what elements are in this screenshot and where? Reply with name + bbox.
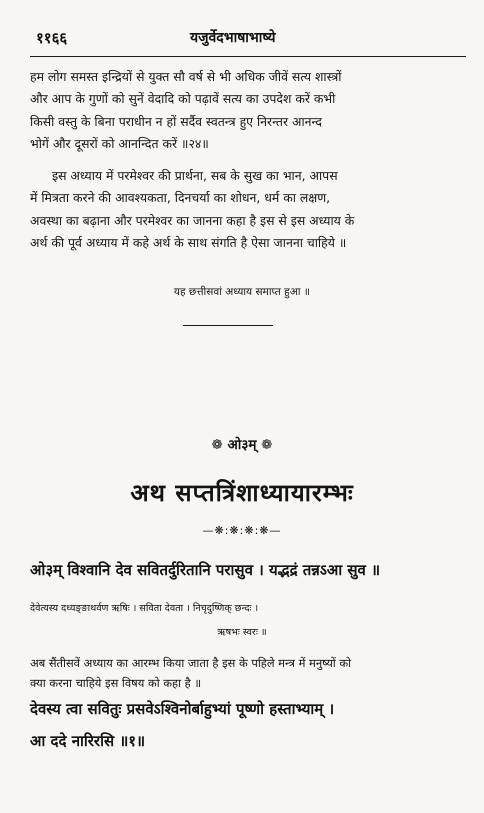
text-line: में मित्रता करने की आवश्यकता, दिनचर्या का शोधन, धर्म का लक्षण, <box>30 190 331 206</box>
text-line: किसी वस्तु के बिना पराधीन न हों सर्दैव स्वतन्त्र हुए निरन्तर आनन्द <box>30 113 322 129</box>
text-line: अवस्था का बढ़ाना और परमेश्वर का जानना कहा है इस से इस अध्याय के <box>30 212 355 228</box>
page-number: ११६६ <box>36 29 68 47</box>
text-line: इस अध्याय में परमेश्वर की प्रार्थना, सब के सुख का भान, आपस <box>52 168 338 183</box>
om-heading: ❁ ओ३म् ❁ <box>211 437 273 453</box>
svara-line: ऋषभः स्वरः ॥ <box>217 627 267 638</box>
mantra-line: देवस्य त्वा सवितुः प्रसवेऽश्विनोर्बाहुभ्यां पूष्णो हस्ताभ्याम् । <box>30 700 335 718</box>
opening-mantra: ओ३म् विश्वानि देव सवितर्दुरितानि परासुव । यद्भद्रं तन्नऽआ सुव ॥ <box>30 561 381 579</box>
text-line: और आप के गुणों को सुनें वेदादि को पढ़ावें सत्य का उपदेश करें कभी <box>30 91 336 107</box>
page-header <box>30 26 466 57</box>
mantra-1 <box>30 693 470 757</box>
running-title: यजुर्वेदभाषाभाष्ये <box>190 30 276 46</box>
divider <box>183 325 273 326</box>
text-line: हम लोग समस्त इन्द्रियों से युक्त सौ वर्ष से भी अधिक जीवें सत्य शास्त्रों <box>30 69 342 84</box>
mantra-line: आ ददे नारिरसि ॥१॥ <box>30 732 146 750</box>
rishi-devata-chhanda-line: देवेत्यस्य दध्यङ्ङाथर्वण ऋषिः । सविता देवता । निचृदुष्णिक् छन्दः । <box>30 603 259 614</box>
chapter-end-note: यह छत्तीसवां अध्याय समाप्त हुआ ॥ <box>173 286 311 298</box>
paragraph-mantra-24-meaning <box>30 66 462 156</box>
text-line: क्या करना चाहिये इस विषय को कहा है ॥ <box>30 676 202 690</box>
text-line: अब सैंतीसवें अध्याय का आरम्भ किया जाता है इस के पहिले मन्त्र में मनुष्यों को <box>30 656 352 670</box>
text-line: अर्थ की पूर्व अध्याय में कहे अर्थ के साथ संगति है ऐसा जानना चाहिये ॥ <box>30 235 347 251</box>
chapter-intro <box>30 653 470 693</box>
ornament-divider: —❋:❋:❋:❋— <box>202 524 282 537</box>
text-line: भोगें और दूसरों को आनन्दित करें ॥२४॥ <box>30 136 209 152</box>
paragraph-chapter-summary <box>30 165 462 255</box>
chapter-title: अथ सप्तत्रिंशाध्यायारम्भः <box>130 479 354 507</box>
